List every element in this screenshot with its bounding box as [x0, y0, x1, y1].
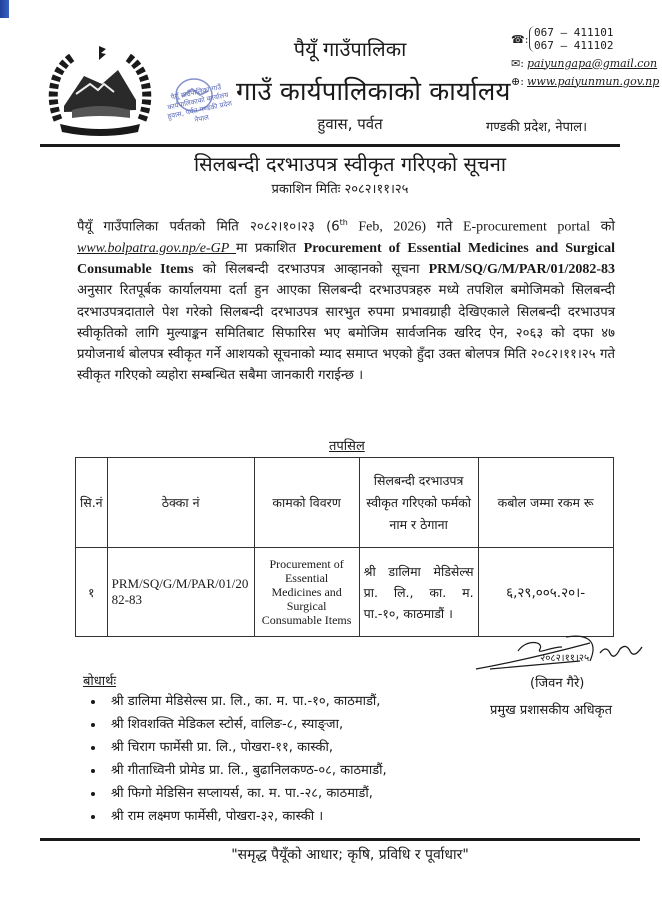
office-stamp-text: पैयूँ गाउँपालिका गाउँ कार्यपालिकाको कार्यालय हुवास, पर्वत गण्डकी प्रदेश नेपाल: [166, 83, 233, 125]
notice-body: [77, 212, 615, 387]
cc-item: • श्री डालिमा मेडिसेल्स प्रा. लि., का. म. पा.-१०, काठमाडौं,: [105, 690, 495, 713]
signatory-name: (जिवन गैरे): [530, 676, 585, 691]
cc-item: • श्री राम लक्ष्मण फार्मेसी, पोखरा-३२, कास्की ।: [105, 805, 495, 828]
reference-number: PRM/SQ/G/M/PAR/01/2082-83: [428, 261, 615, 277]
body-text: मा प्रकाशित: [236, 240, 304, 256]
cc-item: • श्री चिराग फार्मेसी प्रा. लि., पोखरा-११, कास्की,: [105, 736, 495, 759]
signature-date: २०८२।११।२५: [540, 653, 590, 664]
cell-sn: १: [76, 548, 108, 637]
municipality-name: पैयूँ गाउँपालिका: [293, 37, 407, 61]
body-text: अनुसार रितपूर्बक कार्यालयमा दर्ता हुन आएका सिलबन्दी दरभाउपत्रहरु मध्ये तपशिल बमोजिमको सिलबन्दी दरभाउपत्रदाताले पेश गरेको सिलबन्दी दरभाउपत्र सारभुत रुपमा प्रभावग्राही देखिएकाले सिलबन्दी दरभाउपत्र स्वीकृतिको लागि मुल्याङ्कन समितिबाट सिफारिस भए बमोजिम सार्वजनिक खरिद ऐन, २०६३ को दफा ४७ प्रयोजनार्थ बोलपत्र स्वीकृत गर्ने आशयको सूचनाको म्याद समाप्त भएको हुँदा उक्त बोलपत्र मिति २०८२।११।२५ गते स्वीकृत गरिएको व्यहोरा सम्बन्धित सबैमा जानकारी गराईन्छ ।: [77, 283, 615, 384]
cell-firm: श्री डालिमा मेडिसेल्स प्रा. लि., का. म. पा.-१०, काठमाडौं ।: [359, 548, 478, 637]
cc-item: • श्री शिवशक्ति मेडिकल स्टोर्स, वालिङ-८, स्याङ्जा,: [105, 713, 495, 736]
header-tender-no: ठेक्का नं: [107, 458, 254, 548]
globe-icon: ⊕:: [511, 74, 524, 88]
office-name: गाउँ कार्यपालिकाको कार्यालय: [236, 77, 511, 107]
phone-numbers: [529, 26, 613, 52]
cell-description: Procurement of Essential Medicines and Surgical Consumable Items: [254, 548, 359, 637]
website-link[interactable]: www.paiyunmun.gov.np: [527, 74, 660, 88]
telephone-icon: ☎:: [511, 32, 529, 46]
publish-date: प्रकाशिन मितिः २०८२।११।२५: [271, 182, 409, 197]
cc-item: • श्री फिगो मेडिसिन सप्लायर्स, का. म. पा.-२८, काठमाडौं,: [105, 782, 495, 805]
email-link[interactable]: paiyungapa@gmail.con: [527, 56, 658, 70]
phone-row: [511, 24, 659, 54]
schedule-label: तपसिल: [329, 439, 365, 454]
contact-block: [511, 24, 659, 90]
body-text: पैयूँ गाउँपालिका पर्वतको मिति २०८२।१०।२३ (6: [77, 219, 340, 235]
cell-amount: ६,२९,००५.२०।-: [478, 548, 613, 637]
body-text: को सिलबन्दी दरभाउपत्र आव्हानको सूचना: [193, 261, 429, 277]
footer-motto: "समृद्ध पैयूँको आधार; कृषि, प्रविधि र पूर्वाधार": [231, 847, 469, 863]
nepal-government-emblem-icon: [44, 40, 156, 146]
body-text: Feb, 2026) गते E-procurement portal को: [347, 219, 615, 235]
footer-divider: [40, 838, 640, 841]
header-sn: सि.नं: [76, 458, 108, 548]
phone-number: 067 – 411101: [534, 26, 614, 39]
cc-item: • श्री गीताध्विनी प्रोमेड प्रा. लि., बुढानिलकण्ठ-०८, काठमाडौं,: [105, 759, 495, 782]
notice-title: सिलबन्दी दरभाउपत्र स्वीकृत गरिएको सूचना: [193, 152, 507, 176]
schedule-table: [75, 457, 614, 637]
bolpatra-link[interactable]: www.bolpatra.gov.np/e-GP: [77, 240, 237, 256]
header-amount: कबोल जम्मा रकम रू: [478, 458, 613, 548]
envelope-icon: ✉:: [511, 56, 524, 70]
cc-list: [85, 690, 495, 828]
ordinal-suffix: th: [339, 218, 348, 227]
scan-edge-mark: [0, 0, 9, 18]
email-row: [511, 54, 659, 72]
phone-number: 067 – 411102: [534, 39, 614, 52]
header-divider: [40, 144, 620, 147]
signatory-designation: प्रमुख प्रशासकीय अधिकृत: [490, 703, 613, 718]
table-row: [76, 548, 614, 637]
table-header-row: [76, 458, 614, 548]
header-description: कामको विवरण: [254, 458, 359, 548]
website-row: [511, 72, 659, 90]
header-firm: सिलबन्दी दरभाउपत्र स्वीकृत गरिएको फर्मको नाम र ठेगाना: [359, 458, 478, 548]
cc-label: बोधार्थः: [83, 674, 117, 689]
procurement-title: Procurement of Essential Medicines and Surgical Consumable Items: [77, 240, 615, 277]
office-location: हुवास, पर्वत: [317, 115, 383, 133]
cell-tender-no: PRM/SQ/G/M/PAR/01/2082-83: [107, 548, 254, 637]
province: गण्डकी प्रदेश, नेपाल।: [486, 120, 588, 135]
